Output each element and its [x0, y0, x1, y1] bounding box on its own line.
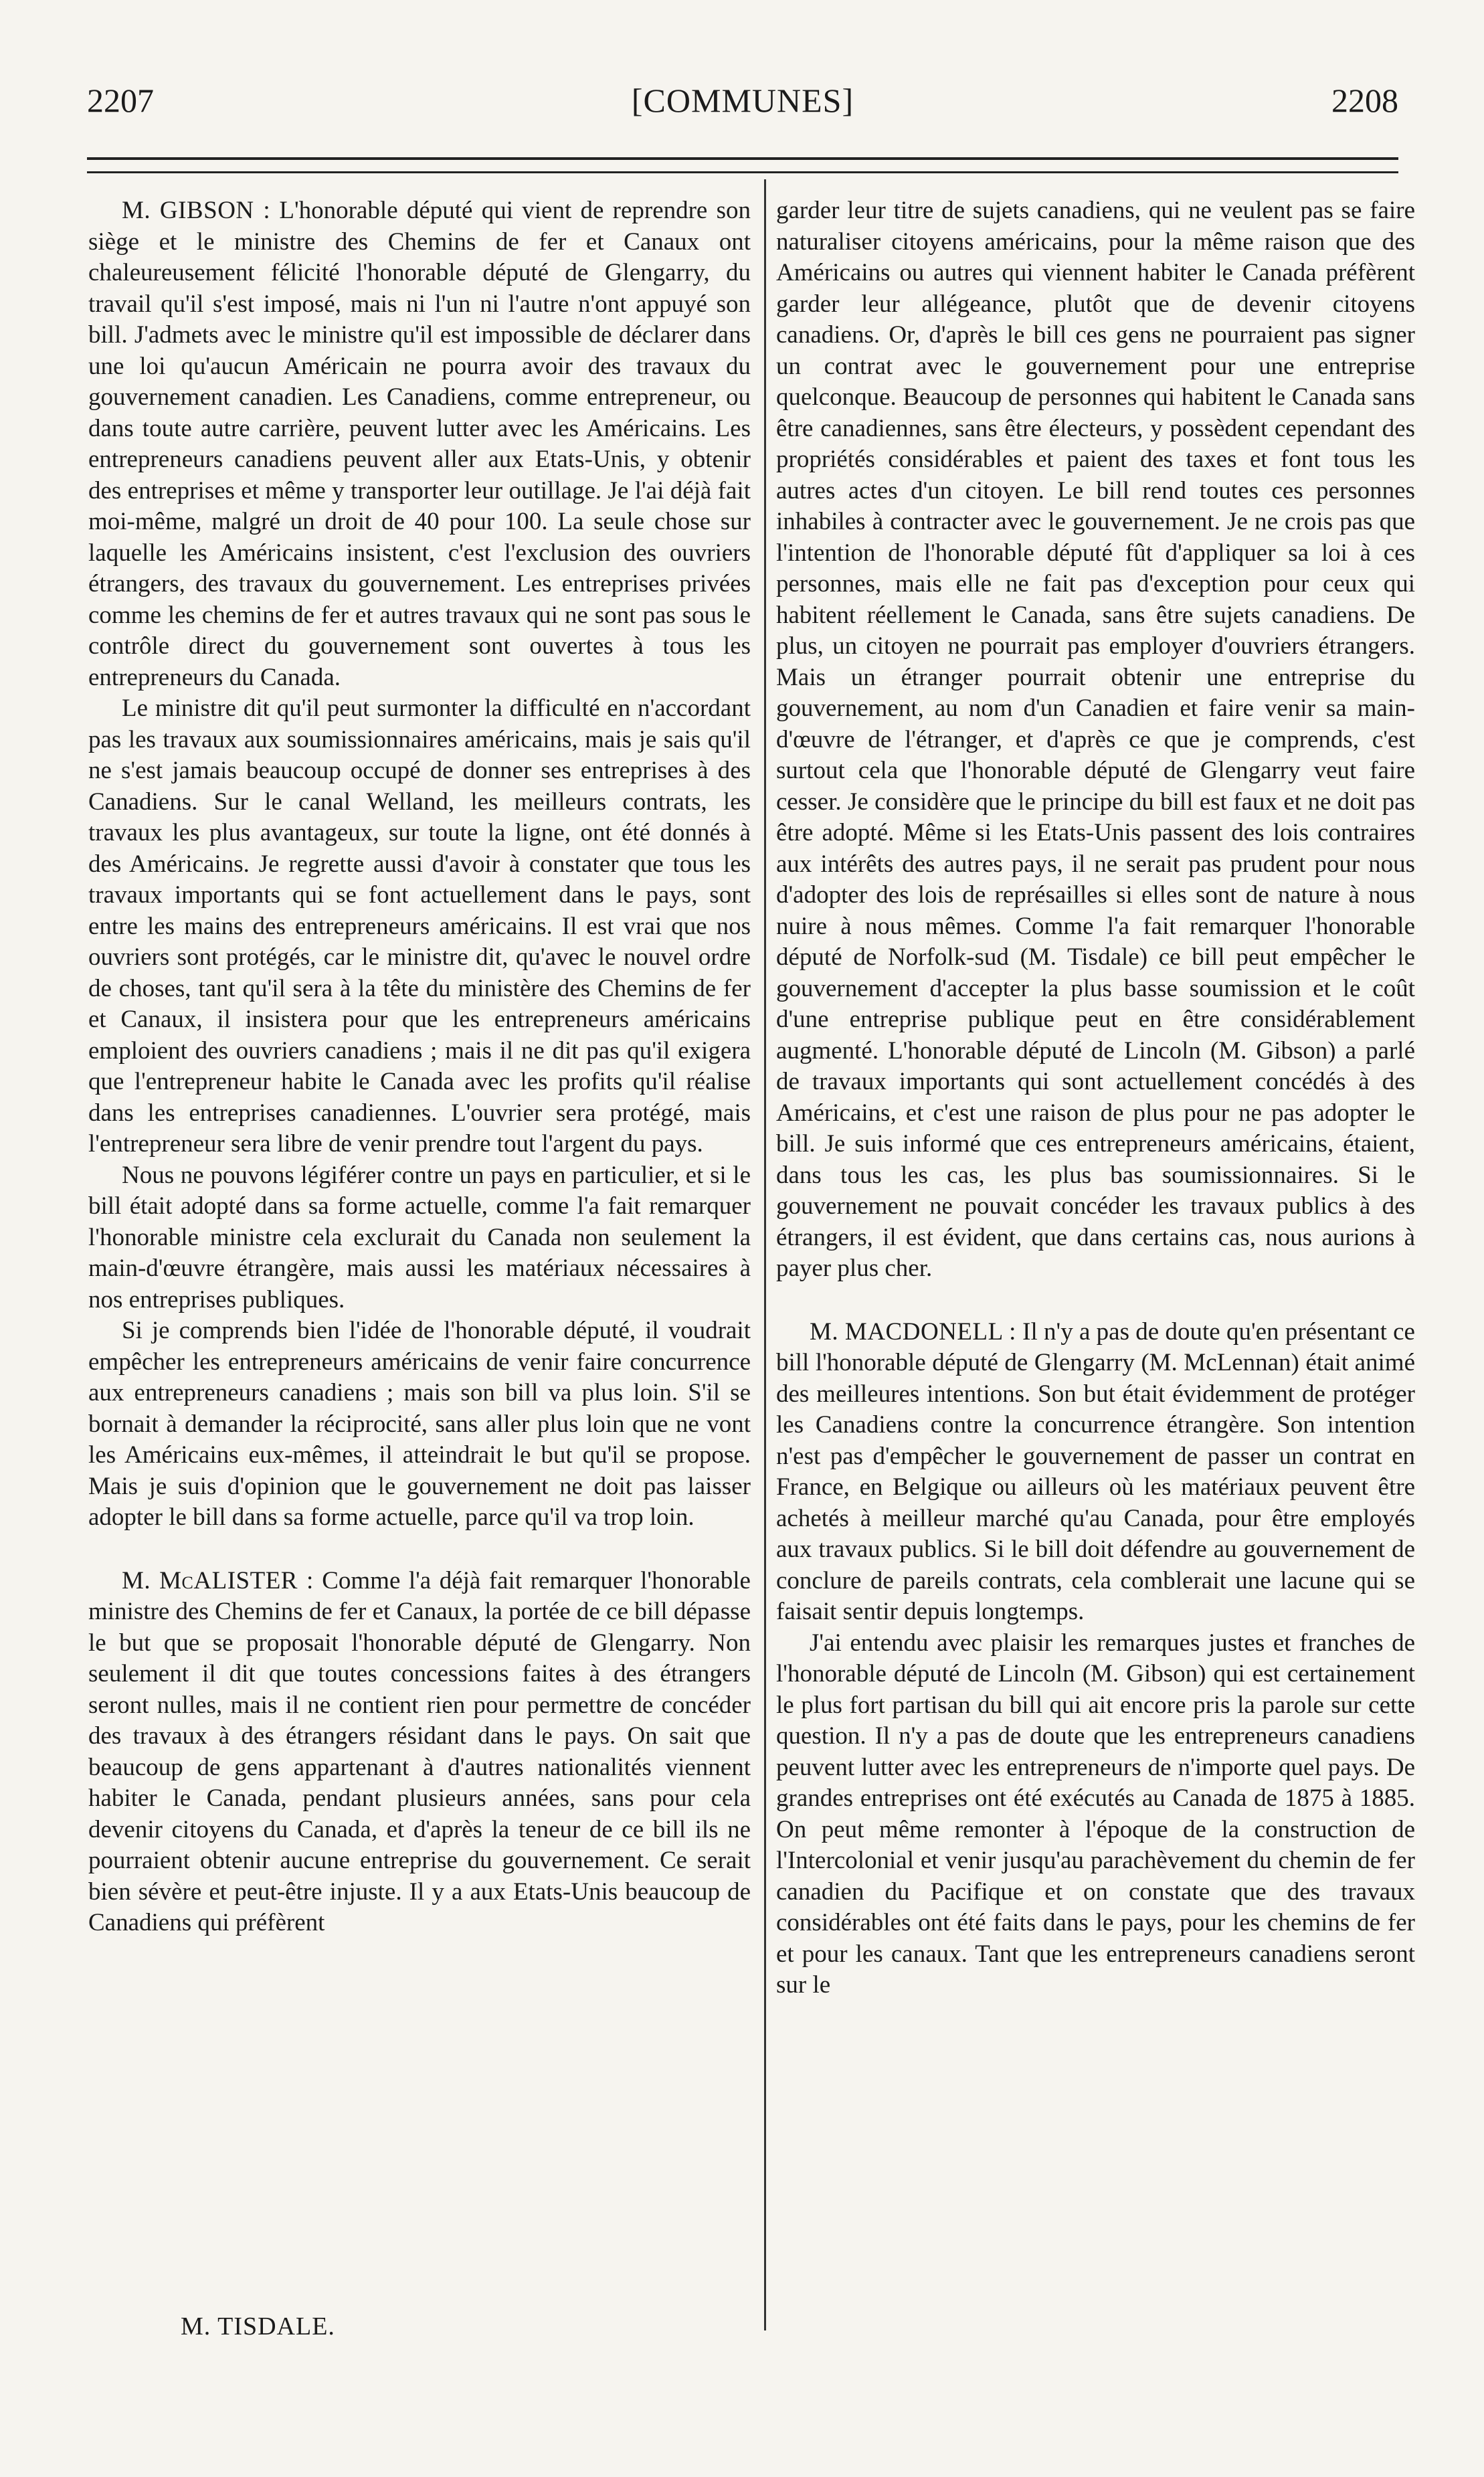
paragraph-text: Comme l'a déjà fait remarquer l'honorable ministre des Chemins de fer et Canaux, la portée de ce bill dépasse le but que se proposait l'honorable député de Glengarry. Non seulement il dit que toutes concessions faites à des étrangers seront nulles, mais il ne contient rien pour permettre de concéder des travaux à des étrangers résidant dans le pays. On sait que beaucoup de gens appartenant à d'autres nationalités viennent habiter le Canada, pendant plusieurs années, sans pour cela devenir citoyens du Canada, et d'après la teneur de ce bill ils ne pourraient obtenir aucune entreprise du gouvernement. Ce serait bien sévère et peut-être injuste. Il y a aux Etats-Unis beaucoup de Canadiens qui préfèrent: [88, 1566, 751, 1936]
paragraph: Nous ne pouvons légiférer contre un pays en particulier, et si le bill était adopté dans sa forme actuelle, comme l'a fait remarquer l'honorable ministre cela exclurait du Canada non seulement la main-d'œuvre étrangère, mais aussi les matériaux nécessaires à nos entreprises publiques.: [88, 1161, 751, 1313]
speaker-name: M. MACDONELL :: [810, 1317, 1016, 1346]
page-header: [87, 77, 1398, 124]
paragraph-text: L'honorable député qui vient de reprendre son siège et le ministre des Chemins de fer et Canaux ont chaleureusement félicité l'honorable député de Glengarry, du travail qu'il s'est imposé, mais ni l'un ni l'autre n'ont appuyé son bill. J'admets avec le ministre qu'il est impossible de déclarer dans une loi qu'aucun Américain ne pourra avoir des travaux du gouvernement canadien. Les Canadiens, comme entrepreneur, ou dans toute autre carrière, peuvent lutter avec les Américains. Les entrepreneurs canadiens peuvent aller aux Etats-Unis, y obtenir des entreprises et même y transporter leur outillage. Je l'ai déjà fait moi-même, malgré un droit de 40 pour 100. La seule chose sur laquelle les Américains insistent, c'est l'exclusion des ouvriers étrangers, des travaux du gouvernement. Les entreprises privées comme les chemins de fer et autres travaux qui ne sont pas sous le contrôle direct du gouvernement sont ouvertes à tous les entrepreneurs du Canada.: [88, 197, 751, 691]
page-title: [COMMUNES]: [631, 82, 854, 119]
paragraph: J'ai entendu avec plaisir les remarques justes et franches de l'honorable député de Lincoln (M. Gibson) qui est certainement le plus fort partisan du bill qui ait encore pris la parole sur cette question. Il n'y a pas de doute que les entrepreneurs canadiens peuvent lutter avec les entrepreneurs de n'importe quel pays. De grandes entreprises ont été exécutés au Canada de 1875 à 1885. On peut même remonter à l'époque de la construction de l'Intercolonial et venir jusqu'au parachèvement du chemin de fer canadien du Pacifique et on constate que des travaux considérables ont été faits dans le pays, pour les chemins de fer et pour les canaux. Tant que les entrepreneurs canadiens seront sur le: [776, 1629, 1415, 1999]
right-column: [776, 195, 1415, 2001]
speaker-name: M. McALISTER :: [122, 1566, 314, 1594]
paragraph: Si je comprends bien l'idée de l'honorable député, il voudrait empêcher les entrepreneurs américains de venir faire concurrence aux entrepreneurs canadiens ; mais son bill va plus loin. S'il se bornait à demander la réciprocité, sans aller plus loin que ne vont les Américains eux-mêmes, il atteindrait le but qu'il se propose. Mais je suis d'opinion que le gouvernement ne doit pas laisser adopter le bill dans sa forme actuelle, parce qu'il va trop loin.: [88, 1317, 751, 1531]
header-rule-top: [87, 157, 1398, 160]
column-divider: [764, 179, 766, 2330]
paragraph: garder leur titre de sujets canadiens, qui ne veulent pas se faire naturaliser citoyens américains, pour la même raison que des Américains ou autres qui viennent habiter le Canada préfèrent garder leur allégeance, plutôt que de devenir citoyens canadiens. Or, d'après le bill ces gens ne pourraient pas signer un contrat avec le gouvernement pour une entreprise quelconque. Beaucoup de personnes qui habitent le Canada sans être canadiennes, sans être électeurs, y possèdent cependant des propriétés considérables et paient des taxes et font tous les autres actes d'un citoyen. Le bill rend toutes ces personnes inhabiles à contracter avec le gouvernement. Je ne crois pas que l'intention de l'honorable député fût d'appliquer sa loi à ces personnes, mais elle ne fait pas d'exception pour ceux qui habitent réellement le Canada, sans être sujets canadiens. De plus, un citoyen ne pourrait pas employer d'ouvriers étrangers. Mais un étranger pourrait obtenir une entreprise du gouvernement, au nom d'un Canadien et faire venir sa main-d'œuvre de l'étranger, et d'après ce que je comprends, c'est surtout cela que l'honorable député de Glengarry veut faire cesser. Je considère que le principe du bill est faux et ne doit pas être adopté. Même si les Etats-Unis passent des lois contraires aux intérêts des autres pays, il ne serait pas prudent pour nous d'adopter des lois de représailles si elles sont de nature à nous nuire à nous mêmes. Comme l'a fait remarquer l'honorable député de Norfolk-sud (M. Tisdale) ce bill peut empêcher le gouvernement d'accepter la plus basse soumission et le coût d'une entreprise publique peut en être considérablement augmenté. L'honorable député de Lincoln (M. Gibson) a parlé de travaux importants qui sont actuellement concédés à des Américains, et c'est une raison de plus pour ne pas adopter le bill. Je suis informé que ces entrepreneurs américains, étaient, dans tous les cas, les plus bas soumissionnaires. Si le gouvernement ne pouvait concéder les travaux publics à des étrangers, il est évident, que dans certains cas, nous aurions à payer plus cher.: [776, 197, 1415, 1282]
paragraph: Le ministre dit qu'il peut surmonter la difficulté en n'accordant pas les travaux aux soumissionnaires américains, mais je sais qu'il ne s'est jamais beaucoup occupé de donner ses entreprises à des Canadiens. Sur le canal Welland, les meilleurs contrats, les travaux les plus avantageux, sur toute la ligne, ont été donnés à des Américains. Je regrette aussi d'avoir à constater que tous les travaux importants qui se font actuellement dans le pays, sont entre les mains des entrepreneurs américains. Il est vrai que nos ouvriers sont protégés, car le ministre dit, qu'avec le nouvel ordre de choses, tant qu'il sera à la tête du ministère des Chemins de fer et Canaux, il insistera pour que les entrepreneurs américains emploient des ouvriers canadiens ; mais il ne dit pas qu'il exigera que l'entrepreneur habite le Canada avec les profits qu'il réalise dans les entreprises canadiennes. L'ouvrier sera protégé, mais l'entrepreneur sera libre de venir prendre tout l'argent du pays.: [88, 695, 751, 1158]
paragraph: [88, 195, 751, 693]
footer-signature: M. TISDALE.: [181, 2312, 335, 2341]
left-column: [88, 195, 751, 1939]
page-number-left: 2207: [87, 82, 154, 119]
page-number-right: 2208: [1331, 82, 1398, 119]
paragraph: [776, 1317, 1415, 1628]
paragraph-text: Il n'y a pas de doute qu'en présentant ce bill l'honorable député de Glengarry (M. McLennan) était animé des meilleures intentions. Son but était évidemment de protéger les Canadiens contre la concurrence étrangère. Son intention n'est pas d'empêcher le gouvernement de passer un contrat en France, en Belgique ou ailleurs où les matériaux peuvent être achetés à meilleur marché qu'au Canada, pour être employés aux travaux publics. Si le bill doit défendre au gouvernement de conclure de pareils contrats, cela comblerait une lacune qui se faisait sentir depuis longtemps.: [776, 1317, 1415, 1625]
speaker-name: M. GIBSON :: [122, 197, 271, 224]
header-rule-bottom: [87, 171, 1398, 173]
paragraph: [88, 1566, 751, 1939]
